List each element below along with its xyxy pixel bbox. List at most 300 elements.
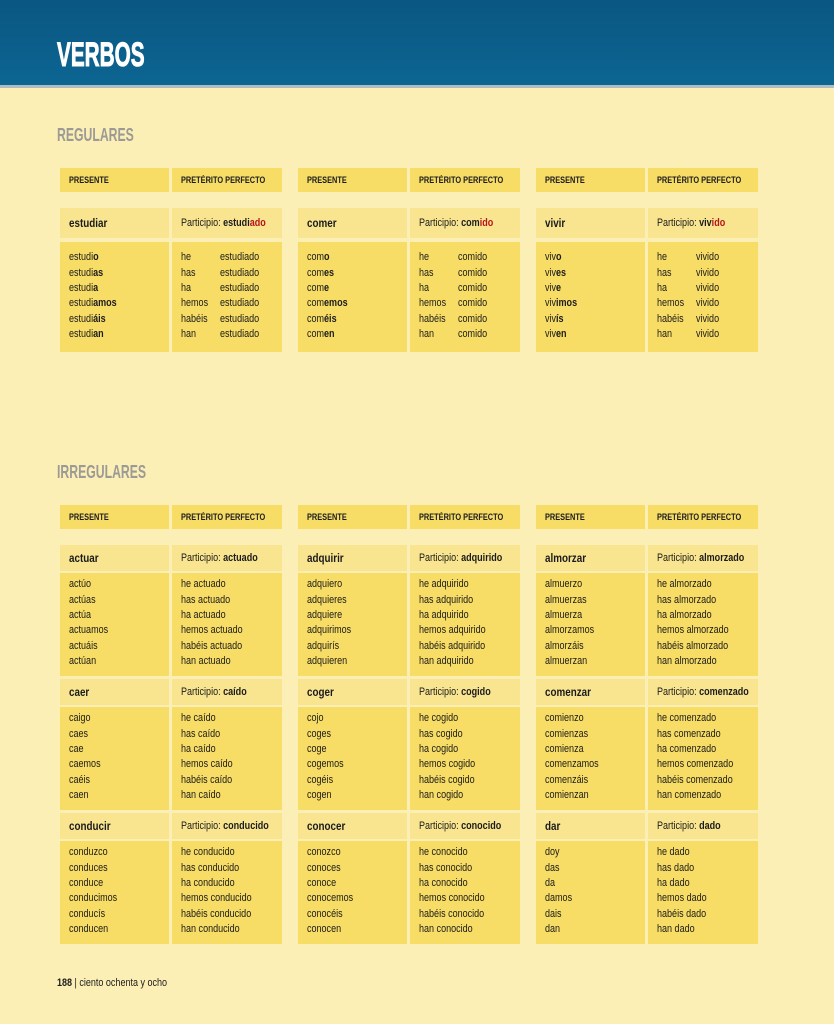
conjugation-line <box>181 654 243 669</box>
compound-form: ha almorzado <box>657 609 712 622</box>
title-banner <box>0 0 834 88</box>
conjugation-line <box>307 876 353 891</box>
verb-form: almuerzas <box>545 593 587 606</box>
compound-form: habéis caído <box>181 773 233 786</box>
conjugation-line <box>419 861 485 876</box>
verb-ending: emos <box>324 297 348 310</box>
auxiliary-verb: hemos <box>419 297 447 310</box>
compound-form: has conocido <box>419 861 473 874</box>
verb-infinitive: estudiar <box>69 216 108 230</box>
compound-form: hemos almorzado <box>657 624 729 637</box>
conjugation-line <box>545 876 572 891</box>
compound-form: han caído <box>181 789 221 802</box>
presente-conjugation-list <box>536 841 645 944</box>
conjugation-line <box>69 757 101 772</box>
conjugation-line <box>419 757 475 772</box>
auxiliary-verb: has <box>657 266 672 279</box>
participle-cell <box>648 813 758 839</box>
conjugation-line <box>545 623 594 638</box>
presente-conjugation-list <box>298 242 407 352</box>
preterito-conjugation-list <box>648 573 758 676</box>
verb-stem: viv <box>545 312 557 325</box>
conjugation-line <box>307 727 344 742</box>
auxiliary-verb: han <box>657 328 673 341</box>
verb-form: conducís <box>69 907 106 920</box>
verb-infinitive: vivir <box>545 216 566 230</box>
conjugation-line <box>657 891 707 906</box>
compound-form: hemos comenzado <box>657 758 734 771</box>
conjugation-line <box>69 577 108 592</box>
verb-form: caen <box>69 789 89 802</box>
preterito-conjugation-list <box>648 841 758 944</box>
past-participle: comido <box>458 312 488 325</box>
compound-form: has caído <box>181 727 221 740</box>
column-header-presente-label: PRESENTE <box>69 512 109 522</box>
column-header-presente <box>60 505 169 529</box>
conjugation-line <box>307 711 344 726</box>
verb-form: comienza <box>545 743 584 756</box>
conjugation-line <box>419 711 475 726</box>
verb-ending: as <box>93 266 104 279</box>
conjugation-line <box>181 742 233 757</box>
compound-form: has actuado <box>181 593 231 606</box>
conjugation-line <box>545 654 594 669</box>
presente-conjugation-list <box>298 841 407 944</box>
participle-label: Participio: <box>181 552 221 564</box>
conjugation-line <box>419 593 486 608</box>
conjugation-line <box>545 907 572 922</box>
verb-ending: o <box>93 251 99 264</box>
participle-ending: ido <box>479 217 494 229</box>
preterito-lines <box>419 845 485 937</box>
conjugation-line <box>307 845 353 860</box>
verb-form: actuamos <box>69 624 109 637</box>
conjugation-line <box>545 711 599 726</box>
conjugation-line <box>545 327 577 342</box>
presente-lines <box>307 845 353 937</box>
participle-stem: estudi <box>223 217 250 229</box>
conjugation-line <box>307 861 353 876</box>
verb-infinitive-cell <box>536 813 645 839</box>
verb-infinitive: conducir <box>69 819 111 833</box>
participle <box>181 217 266 229</box>
column-header-presente-label: PRESENTE <box>545 512 585 522</box>
compound-form: han cogido <box>419 789 464 802</box>
participle-label: Participio: <box>657 820 697 832</box>
participle <box>181 820 269 832</box>
conjugation-line <box>419 577 486 592</box>
column-header-presente <box>298 505 407 529</box>
past-participle: comido <box>458 282 488 295</box>
conjugation-line <box>307 608 351 623</box>
participle-form: caído <box>223 686 247 698</box>
preterito-lines <box>419 711 475 803</box>
conjugation-line <box>657 757 733 772</box>
conjugation-line <box>307 922 353 937</box>
participle <box>181 686 247 698</box>
column-header-preterito-perfecto <box>172 168 282 192</box>
auxiliary-verb: ha <box>181 282 192 295</box>
compound-form: he actuado <box>181 578 226 591</box>
conjugation-line <box>307 250 348 265</box>
conjugation-line <box>657 281 719 296</box>
preterito-conjugation-list <box>172 573 282 676</box>
participle-form: adquirido <box>461 552 503 564</box>
preterito-lines <box>181 711 233 803</box>
page-number-words: ciento ochenta y ocho <box>79 977 168 989</box>
conjugation-line <box>419 639 486 654</box>
verb-ending: ís <box>556 312 564 325</box>
auxiliary-verb: han <box>419 328 435 341</box>
verb-ending: an <box>93 328 104 341</box>
conjugation-line <box>545 593 594 608</box>
preterito-lines <box>181 250 259 342</box>
conjugation-line <box>419 266 487 281</box>
conjugation-line <box>307 577 351 592</box>
verb-form: almuerzo <box>545 578 583 591</box>
past-participle: estudiado <box>220 328 260 341</box>
preterito-lines <box>657 577 729 669</box>
presente-conjugation-list <box>60 242 169 352</box>
conjugation-line <box>69 727 101 742</box>
conjugation-line <box>181 876 252 891</box>
conjugation-line <box>657 608 729 623</box>
conjugation-line <box>419 250 487 265</box>
compound-form: han dado <box>657 923 695 936</box>
presente-conjugation-list <box>536 573 645 676</box>
conjugation-line <box>181 711 233 726</box>
auxiliary-verb: has <box>419 266 434 279</box>
compound-form: han almorzado <box>657 655 717 668</box>
past-participle: estudiado <box>220 266 260 279</box>
verb-form: da <box>545 877 556 890</box>
compound-form: han actuado <box>181 655 231 668</box>
column-header-preterito-perfecto <box>648 505 758 529</box>
conjugation-line <box>307 773 344 788</box>
conjugation-line <box>545 773 599 788</box>
conjugation-line <box>69 654 108 669</box>
verb-stem: estudi <box>69 282 94 295</box>
preterito-conjugation-list <box>172 242 282 352</box>
conjugation-line <box>307 281 348 296</box>
verb-infinitive: almorzar <box>545 551 587 565</box>
conjugation-line <box>69 891 117 906</box>
compound-form: has comenzado <box>657 727 721 740</box>
verb-form: almorzáis <box>545 639 584 652</box>
participle-label: Participio: <box>419 820 459 832</box>
conjugation-line <box>307 593 351 608</box>
auxiliary-verb: ha <box>419 282 430 295</box>
verb-form: cogéis <box>307 773 334 786</box>
participle-label: Participio: <box>657 217 697 229</box>
participle-ending: ado <box>249 217 266 229</box>
past-participle: estudiado <box>220 297 260 310</box>
column-header-preterito-perfecto <box>410 505 520 529</box>
past-participle: vivido <box>696 328 720 341</box>
presente-lines <box>69 250 117 342</box>
conjugation-line <box>181 266 259 281</box>
conjugation-line <box>181 727 233 742</box>
column-header-preterito-perfecto <box>648 168 758 192</box>
verb-ending: es <box>556 266 567 279</box>
verb-form: caemos <box>69 758 101 771</box>
presente-conjugation-list <box>298 573 407 676</box>
compound-form: hemos adquirido <box>419 624 486 637</box>
compound-form: ha actuado <box>181 609 226 622</box>
verb-form: cae <box>69 743 84 756</box>
compound-form: hemos dado <box>657 892 707 905</box>
column-header-preterito-perfecto-label: PRETÉRITO PERFECTO <box>419 512 504 522</box>
verb-form: coge <box>307 743 327 756</box>
preterito-conjugation-list <box>648 242 758 352</box>
conjugation-line <box>657 773 733 788</box>
verb-infinitive-cell <box>298 545 407 571</box>
verb-stem: com <box>307 266 325 279</box>
conjugation-line <box>545 757 599 772</box>
preterito-lines <box>657 250 719 342</box>
participle-label: Participio: <box>419 552 459 564</box>
presente-lines <box>545 577 594 669</box>
compound-form: hemos actuado <box>181 624 243 637</box>
verb-form: comienzas <box>545 727 589 740</box>
compound-form: hemos conducido <box>181 892 252 905</box>
participle-form: cogido <box>461 686 491 698</box>
compound-form: habéis cogido <box>419 773 475 786</box>
conjugation-line <box>181 922 252 937</box>
conjugation-line <box>545 727 599 742</box>
participle-cell <box>410 208 520 238</box>
conjugation-line <box>69 922 117 937</box>
conjugation-line <box>181 608 243 623</box>
past-participle: vivido <box>696 297 720 310</box>
column-header-presente-label: PRESENTE <box>307 175 347 185</box>
participle-label: Participio: <box>657 686 697 698</box>
presente-lines <box>545 250 577 342</box>
preterito-conjugation-list <box>410 242 520 352</box>
verb-infinitive: caer <box>69 685 90 699</box>
verb-ending: es <box>324 266 335 279</box>
auxiliary-verb: habéis <box>181 312 208 325</box>
compound-form: ha comenzado <box>657 743 717 756</box>
page-title: VERBOS <box>57 36 145 74</box>
auxiliary-verb: he <box>181 251 192 264</box>
preterito-conjugation-list <box>648 707 758 810</box>
compound-form: ha caído <box>181 743 216 756</box>
conjugation-line <box>307 296 348 311</box>
column-header-presente-label: PRESENTE <box>69 175 109 185</box>
verb-stem: viv <box>545 328 557 341</box>
verb-form: conocen <box>307 923 342 936</box>
conjugation-line <box>69 250 117 265</box>
conjugation-line <box>69 639 108 654</box>
compound-form: has dado <box>657 861 695 874</box>
verb-form: adquirís <box>307 639 340 652</box>
conjugation-line <box>69 281 117 296</box>
auxiliary-verb: ha <box>657 282 668 295</box>
verb-form: doy <box>545 846 560 859</box>
verb-ending: o <box>324 251 330 264</box>
conjugation-line <box>657 654 729 669</box>
verb-infinitive: actuar <box>69 551 99 565</box>
compound-form: he conducido <box>181 846 235 859</box>
preterito-conjugation-list <box>172 841 282 944</box>
conjugation-line <box>69 788 101 803</box>
verb-infinitive: conocer <box>307 819 346 833</box>
participle-label: Participio: <box>419 686 459 698</box>
verb-form: actuáis <box>69 639 98 652</box>
participle <box>419 820 501 832</box>
verb-form: adquiero <box>307 578 343 591</box>
conjugation-line <box>181 327 259 342</box>
column-header-preterito-perfecto <box>410 168 520 192</box>
conjugation-line <box>419 727 475 742</box>
conjugation-line <box>307 891 353 906</box>
column-header-preterito-perfecto-label: PRETÉRITO PERFECTO <box>657 175 742 185</box>
participle <box>657 820 721 832</box>
presente-conjugation-list <box>60 707 169 810</box>
auxiliary-verb: hemos <box>181 297 209 310</box>
verb-ending: en <box>324 328 335 341</box>
verb-form: conducimos <box>69 892 118 905</box>
auxiliary-verb: has <box>181 266 196 279</box>
column-header-preterito-perfecto-label: PRETÉRITO PERFECTO <box>657 512 742 522</box>
verb-infinitive-cell <box>536 679 645 705</box>
verb-stem: estudi <box>69 251 94 264</box>
compound-form: he dado <box>657 846 690 859</box>
past-participle: estudiado <box>220 251 260 264</box>
participle-label: Participio: <box>181 820 221 832</box>
past-participle: comido <box>458 297 488 310</box>
conjugation-line <box>307 788 344 803</box>
conjugation-line <box>69 907 117 922</box>
conjugation-line <box>181 250 259 265</box>
column-header-preterito-perfecto-label: PRETÉRITO PERFECTO <box>419 175 504 185</box>
compound-form: habéis conocido <box>419 907 485 920</box>
column-header-presente <box>536 168 645 192</box>
auxiliary-verb: habéis <box>419 312 446 325</box>
compound-form: he almorzado <box>657 578 712 591</box>
verb-form: conduce <box>69 877 104 890</box>
verb-stem: estudi <box>69 266 94 279</box>
verb-form: comenzamos <box>545 758 599 771</box>
auxiliary-verb: he <box>419 251 430 264</box>
verb-form: caigo <box>69 712 91 725</box>
verb-form: dan <box>545 923 561 936</box>
participle-label: Participio: <box>181 686 221 698</box>
conjugation-line <box>307 312 348 327</box>
presente-conjugation-list <box>298 707 407 810</box>
column-header-preterito-perfecto <box>172 505 282 529</box>
conjugation-line <box>545 845 572 860</box>
verb-form: dais <box>545 907 562 920</box>
participle-ending: ido <box>711 217 726 229</box>
verb-form: conoce <box>307 877 337 890</box>
verb-form: cogemos <box>307 758 344 771</box>
participle-cell <box>172 208 282 238</box>
conjugation-line <box>545 861 572 876</box>
participle-cell <box>648 208 758 238</box>
participle <box>657 686 749 698</box>
page-footer <box>57 975 191 991</box>
compound-form: habéis dado <box>657 907 707 920</box>
past-participle: comido <box>458 328 488 341</box>
presente-conjugation-list <box>60 841 169 944</box>
participle-cell <box>410 679 520 705</box>
conjugation-line <box>69 296 117 311</box>
verb-ending: áis <box>93 312 106 325</box>
conjugation-line <box>419 654 486 669</box>
compound-form: hemos caído <box>181 758 233 771</box>
verb-form: damos <box>545 892 573 905</box>
conjugation-line <box>181 907 252 922</box>
compound-form: he cogido <box>419 712 459 725</box>
participle-cell <box>648 545 758 571</box>
compound-form: habéis conducido <box>181 907 252 920</box>
conjugation-line <box>181 639 243 654</box>
verb-infinitive-cell <box>536 208 645 238</box>
conjugation-line <box>545 312 577 327</box>
conjugation-line <box>545 922 572 937</box>
conjugation-line <box>181 281 259 296</box>
conjugation-line <box>69 773 101 788</box>
verb-form: caéis <box>69 773 91 786</box>
conjugation-line <box>657 623 729 638</box>
conjugation-line <box>545 608 594 623</box>
verb-form: adquieres <box>307 593 347 606</box>
conjugation-line <box>419 281 487 296</box>
participle-cell <box>648 679 758 705</box>
compound-form: han conducido <box>181 923 240 936</box>
conjugation-line <box>69 711 101 726</box>
conjugation-line <box>545 577 594 592</box>
verb-form: conoces <box>307 861 341 874</box>
conjugation-line <box>657 296 719 311</box>
verb-infinitive-cell <box>536 545 645 571</box>
conjugation-line <box>419 845 485 860</box>
past-participle: vivido <box>696 266 720 279</box>
compound-form: hemos conocido <box>419 892 485 905</box>
verb-infinitive-cell <box>60 679 169 705</box>
conjugation-line <box>657 907 707 922</box>
participle-cell <box>172 545 282 571</box>
participle-form: dado <box>699 820 721 832</box>
conjugation-line <box>69 312 117 327</box>
verb-ending: a <box>93 282 99 295</box>
past-participle: estudiado <box>220 312 260 325</box>
auxiliary-verb: hemos <box>657 297 685 310</box>
conjugation-line <box>69 608 108 623</box>
verb-form: coges <box>307 727 332 740</box>
verb-form: conduces <box>69 861 108 874</box>
participle-cell <box>410 545 520 571</box>
conjugation-line <box>657 312 719 327</box>
verb-infinitive: adquirir <box>307 551 344 565</box>
conjugation-line <box>307 327 348 342</box>
conjugation-line <box>69 593 108 608</box>
conjugation-line <box>657 845 707 860</box>
verb-infinitive-cell <box>298 813 407 839</box>
preterito-conjugation-list <box>410 573 520 676</box>
participle-stem: com <box>461 217 480 229</box>
conjugation-line <box>69 266 117 281</box>
column-header-presente-label: PRESENTE <box>545 175 585 185</box>
verb-stem: estudi <box>69 297 94 310</box>
conjugation-line <box>419 327 487 342</box>
presente-conjugation-list <box>536 707 645 810</box>
compound-form: habéis comenzado <box>657 773 733 786</box>
compound-form: hemos cogido <box>419 758 476 771</box>
participle-label: Participio: <box>181 217 221 229</box>
